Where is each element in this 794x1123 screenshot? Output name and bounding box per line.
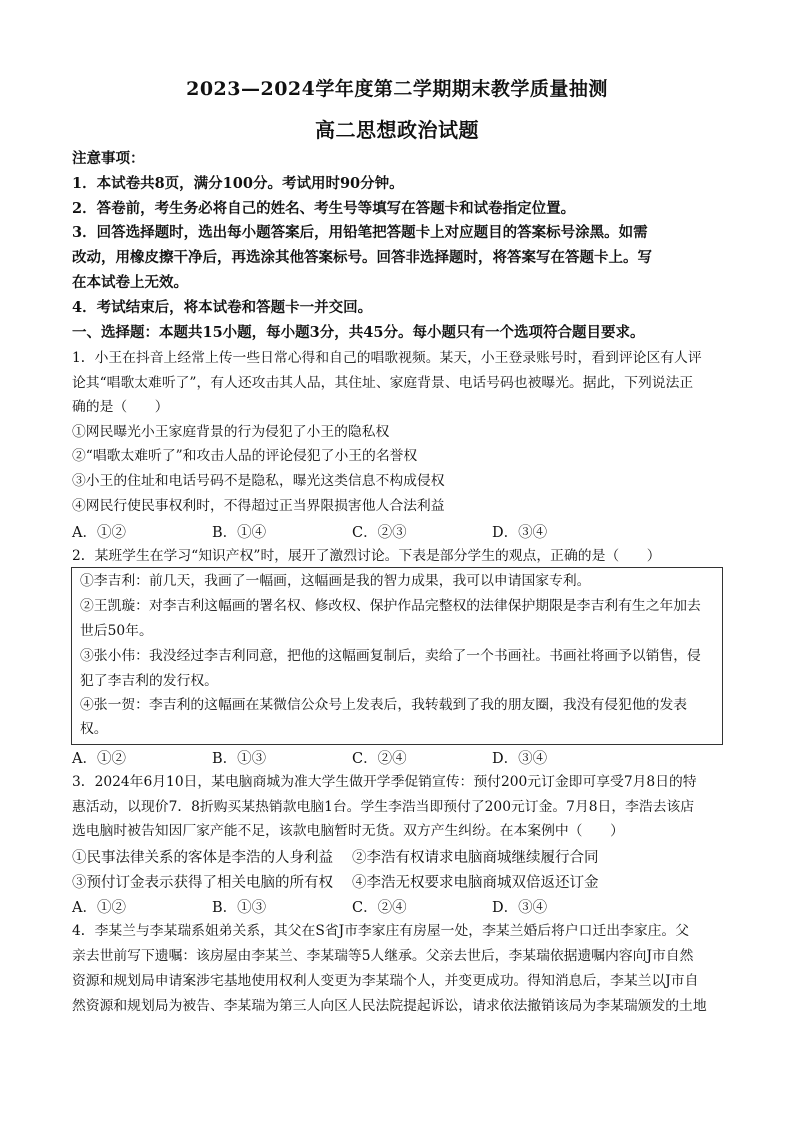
q3-option-d: D．③④ — [492, 900, 548, 916]
q1-statement: ③小王的住址和电话号码不是隐私，曝光这类信息不构成侵权 — [72, 473, 445, 489]
q2-options — [72, 747, 722, 767]
q4-stem: 资源和规划局申请案涉宅基地使用权利人变更为李某瑞个人，并变更成功。得知消息后，李某兰以J市自 — [72, 973, 699, 989]
q2-box-line: 权。 — [80, 721, 108, 737]
notice-item: 2．答卷前，考生务必将自己的姓名、考生号等填写在答题卡和试卷指定位置。 — [72, 200, 576, 217]
section-heading: 一、选择题：本题共15小题，每小题3分，共45分。每小题只有一个选项符合题目要求。 — [72, 324, 645, 341]
q1-options — [72, 521, 722, 541]
q2-box-line: 犯了李吉利的发行权。 — [80, 673, 218, 689]
q1-option-c: C．②③ — [352, 525, 407, 541]
q1-statement: ①网民曝光小王家庭背景的行为侵犯了小王的隐私权 — [72, 424, 390, 440]
q3-statements-row — [72, 871, 722, 891]
q1-option-b: B．①④ — [212, 525, 267, 541]
q3-statements-row — [72, 846, 722, 866]
q4-stem: 4．李某兰与李某瑞系姐弟关系，其父在S省J市李家庄有房屋一处，李某兰婚后将户口迁出李家庄。父 — [72, 923, 690, 939]
q2-stem: 2．某班学生在学习“知识产权”时，展开了激烈讨论。下表是部分学生的观点，正确的是（ ） — [72, 548, 661, 564]
q3-option-c: C．②④ — [352, 900, 407, 916]
q3-stem: 惠活动，以现价7．8折购买某热销款电脑1台。学生李浩当即预付了200元订金。7月8日，李浩去该店 — [72, 799, 695, 815]
q3-statement: ④李浩无权要求电脑商城双倍返还订金 — [352, 875, 599, 891]
q2-box-line: ③张小伟：我没经过李吉利同意，把他的这幅画复制后，卖给了一个书画社。书画社将画予以销售，侵 — [80, 648, 701, 664]
q1-statement: ④网民行使民事权利时，不得超过正当界限损害他人合法利益 — [72, 498, 445, 514]
q2-option-c: C．②④ — [352, 751, 407, 767]
q3-stem: 3．2024年6月10日，某电脑商城为准大学生做开学季促销宣传：预付200元订金即可享受7月8日的特 — [72, 774, 697, 790]
q3-option-a: A．①② — [72, 900, 126, 916]
q2-box-line: ①李吉利：前几天，我画了一幅画，这幅画是我的智力成果，我可以申请国家专利。 — [80, 573, 591, 589]
exam-subtitle: 高二思想政治试题 — [315, 118, 479, 142]
q4-stem: 亲去世前写下遗嘱：该房屋由李某兰、李某瑞等5人继承。父亲去世后，李某瑞依据遗嘱内容向J市自然 — [72, 948, 694, 964]
exam-title: 2023—2024学年度第二学期期末教学质量抽测 — [186, 78, 608, 100]
q1-option-d: D．③④ — [492, 525, 548, 541]
q1-statement: ②“唱歌太难听了”和攻击人品的评论侵犯了小王的名誉权 — [72, 448, 418, 464]
notice-item: 4．考试结束后，将本试卷和答题卡一并交回。 — [72, 299, 373, 316]
notice-item: 1．本试卷共8页，满分100分。考试用时90分钟。 — [72, 175, 404, 192]
q3-statement: ③预付订金表示获得了相关电脑的所有权 — [72, 875, 333, 891]
q2-box-line: 世后50年。 — [80, 623, 153, 639]
q2-option-d: D．③④ — [492, 751, 548, 767]
q3-statement: ①民事法律关系的客体是李浩的人身利益 — [72, 850, 333, 866]
q2-option-a: A．①② — [72, 751, 126, 767]
q1-stem: 1．小王在抖音上经常上传一些日常心得和自己的唱歌视频。某天，小王登录账号时，看到评论区有人评 — [72, 350, 702, 366]
q2-box-line: ②王凯璇：对李吉利这幅画的署名权、修改权、保护作品完整权的法律保护期限是李吉利有生之年加去 — [80, 598, 701, 614]
q2-opinion-box — [71, 567, 723, 745]
q3-stem: 选电脑时被告知因厂家产能不足，该款电脑暂时无货。双方产生纠纷。在本案例中（ ） — [72, 823, 624, 839]
q2-option-b: B．①③ — [212, 751, 267, 767]
notice-item: 在本试卷上无效。 — [72, 274, 188, 291]
q3-option-b: B．①③ — [212, 900, 267, 916]
notice-item: 3．回答选择题时，选出每小题答案后，用铅笔把答题卡上对应题目的答案标号涂黑。如需 — [72, 224, 648, 241]
q1-stem: 确的是（ ） — [72, 399, 169, 415]
q4-stem: 然资源和规划局为被告、李某瑞为第三人向区人民法院提起诉讼，请求依法撤销该局为李某瑞颁发的土地 — [72, 998, 707, 1014]
q3-options — [72, 896, 722, 916]
q3-statement: ②李浩有权请求电脑商城继续履行合同 — [352, 850, 599, 866]
notice-heading: 注意事项： — [72, 150, 145, 167]
q1-option-a: A．①② — [72, 525, 126, 541]
q1-stem: 论其“唱歌太难听了”，有人还攻击其人品，其住址、家庭背景、电话号码也被曝光。据此，下列说法正 — [72, 375, 694, 391]
notice-item: 改动，用橡皮擦干净后，再选涂其他答案标号。回答非选择题时，将答案写在答题卡上。写 — [72, 249, 652, 266]
q2-box-line: ④张一贺：李吉利的这幅画在某微信公众号上发表后，我转载到了我的朋友圈，我没有侵犯他的发表 — [80, 697, 688, 713]
